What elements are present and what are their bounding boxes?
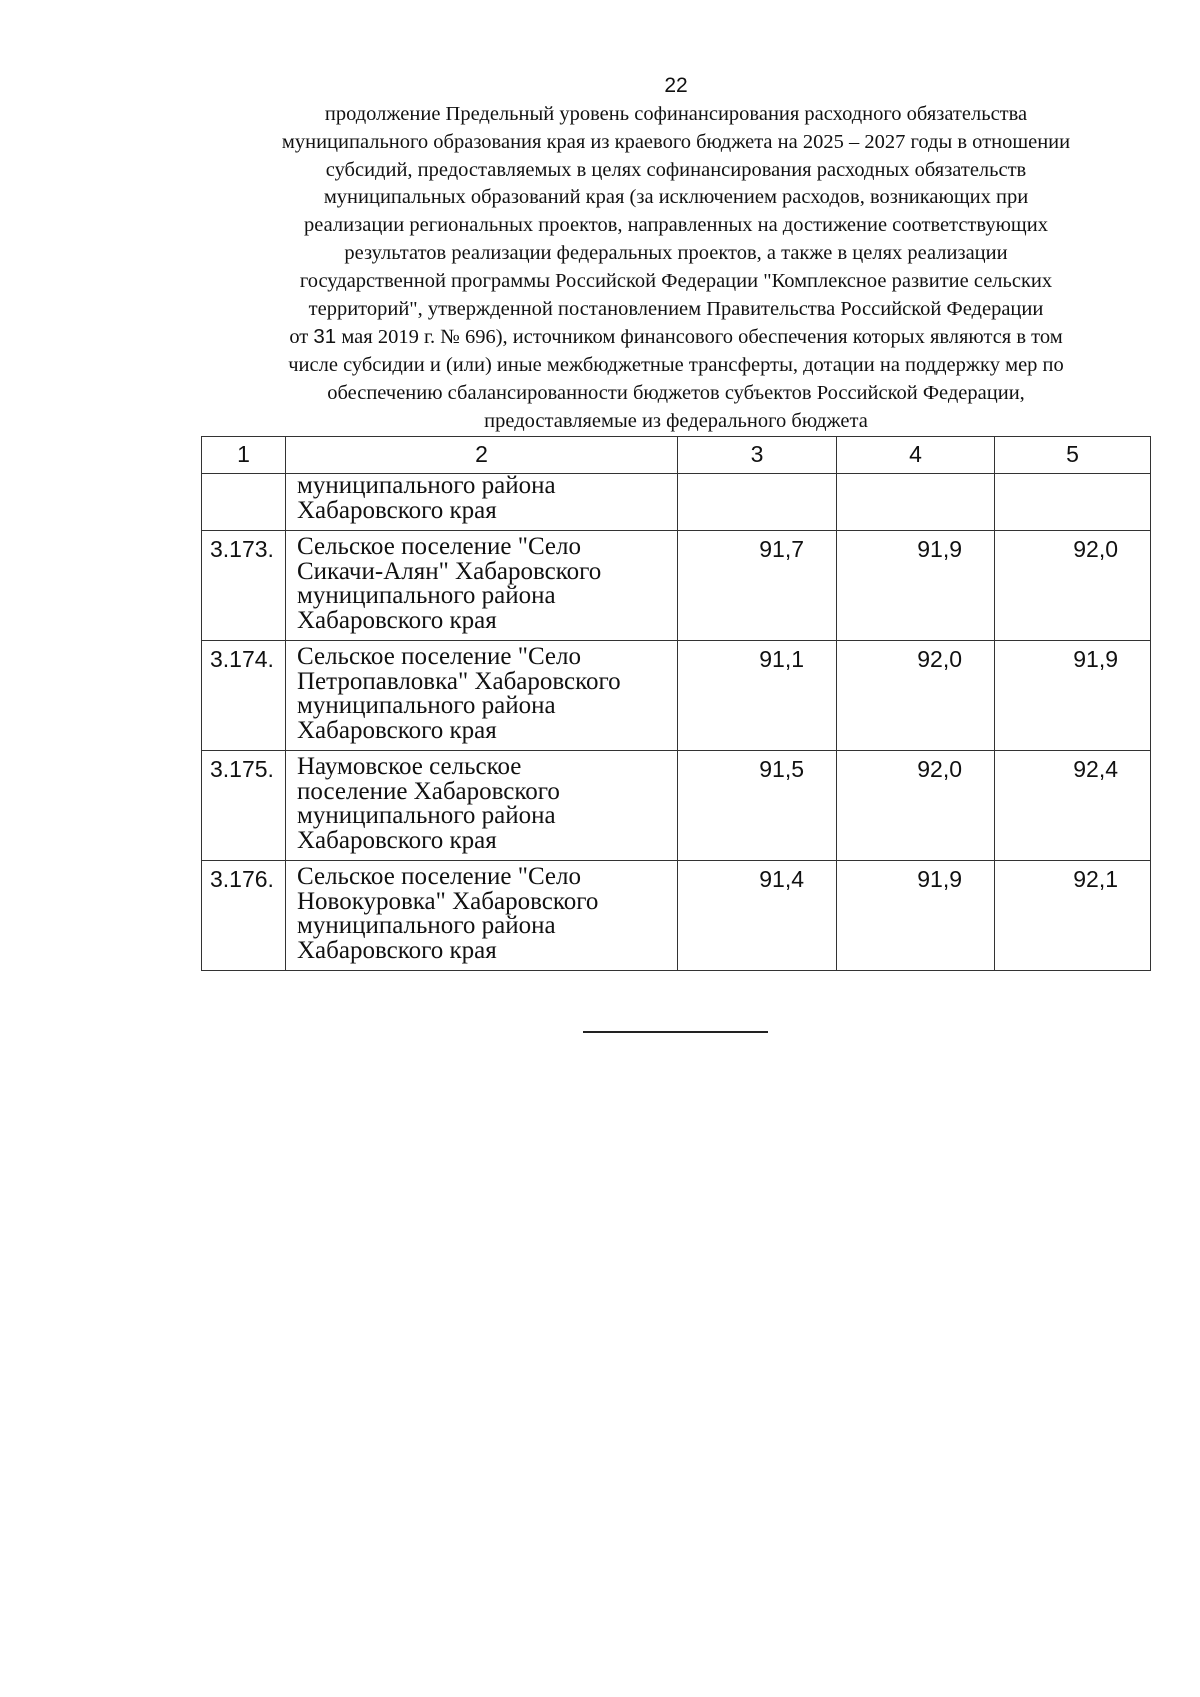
heading-line: государственной программы Российской Федерации "Комплексное развитие сельских [299,269,1053,292]
column-header-5: 5 [995,437,1151,474]
value-cell-3: 91,5 [678,751,837,861]
heading-line: результатов реализации федеральных проектов, а также в целях реализации [344,241,1008,264]
heading-line: обеспечению сбалансированности бюджетов субъектов Российской Федерации, [327,381,1025,404]
value-cell-3 [678,474,837,531]
table-row [202,641,1151,751]
name-line: Сельское поселение "Село [297,863,582,890]
name-line: Хабаровского края [297,496,497,524]
table-header-row [202,437,1151,474]
value-cell-4: 91,9 [837,531,995,641]
heading-line: реализации региональных проектов, направленных на достижение соответствующих [304,214,1048,237]
value-cell-3: 91,7 [678,531,837,641]
name-cell [286,531,678,641]
index-cell: 3.175. [202,751,286,861]
table-row [202,861,1151,971]
table-row [202,531,1151,641]
name-cell [286,751,678,861]
name-line: Хабаровского края [297,826,497,854]
subsidy-table [201,436,1151,971]
name-line: Новокуровка" Хабаровского [297,887,599,915]
column-header-1: 1 [202,437,286,474]
name-line: Петропавловка" Хабаровского [297,667,621,695]
heading-date-prefix: от [289,326,314,349]
heading-line: продолжение Предельный уровень софинансирования расходного обязательства [324,103,1028,125]
heading-date-rest: мая 2019 г. № 696), источником финансового обеспечения которых являются в том [336,326,1063,349]
name-line: муниципального района [297,912,556,939]
name-cell [286,474,678,531]
name-line: муниципального района [297,802,556,829]
table-row [202,751,1151,861]
index-cell: 3.173. [202,531,286,641]
heading-line-date [200,323,1152,352]
heading-line: муниципальных образований края (за исключением расходов, возникающих при [323,186,1029,209]
heading-line: предоставляемые из федерального бюджета [484,409,868,432]
name-line: Хабаровского края [297,936,497,964]
index-cell: 3.176. [202,861,286,971]
index-cell [202,474,286,531]
index-cell: 3.174. [202,641,286,751]
value-cell-5: 92,0 [995,531,1151,641]
column-header-3: 3 [678,437,837,474]
document-heading [200,101,1152,436]
value-cell-4: 91,9 [837,861,995,971]
name-line: Сельское поселение "Село [297,533,582,560]
value-cell-4: 92,0 [837,751,995,861]
name-line: поселение Хабаровского [297,777,560,805]
value-cell-5: 91,9 [995,641,1151,751]
name-line: Сикачи-Алян" Хабаровского [297,557,602,585]
value-cell-4 [837,474,995,531]
name-line: Хабаровского края [297,606,497,634]
heading-line: территорий", утвержденной постановлением Правительства Российской Федерации [308,297,1044,320]
heading-line: муниципального образования края из краевого бюджета на 2025 – 2027 годы в отношении [281,130,1071,153]
name-cell [286,641,678,751]
name-line: муниципального района [297,582,556,609]
name-line: Наумовское сельское [297,753,522,780]
name-line: Сельское поселение "Село [297,643,582,670]
column-header-4: 4 [837,437,995,474]
column-header-2: 2 [286,437,678,474]
value-cell-5 [995,474,1151,531]
table-row-continuation [202,474,1151,531]
name-line: Хабаровского края [297,716,497,744]
name-cell [286,861,678,971]
value-cell-5: 92,4 [995,751,1151,861]
heading-line: числе субсидии и (или) иные межбюджетные трансферты, дотации на поддержку мер по [288,354,1064,377]
name-line: муниципального района [297,692,556,719]
value-cell-3: 91,1 [678,641,837,751]
name-line: муниципального района [297,472,556,499]
value-cell-3: 91,4 [678,861,837,971]
end-divider-line [583,1031,768,1033]
page-number: 22 [664,74,688,97]
heading-date-number: 31 [313,325,337,349]
heading-line: субсидий, предоставляемых в целях софинансирования расходных обязательств [325,158,1027,181]
value-cell-4: 92,0 [837,641,995,751]
value-cell-5: 92,1 [995,861,1151,971]
